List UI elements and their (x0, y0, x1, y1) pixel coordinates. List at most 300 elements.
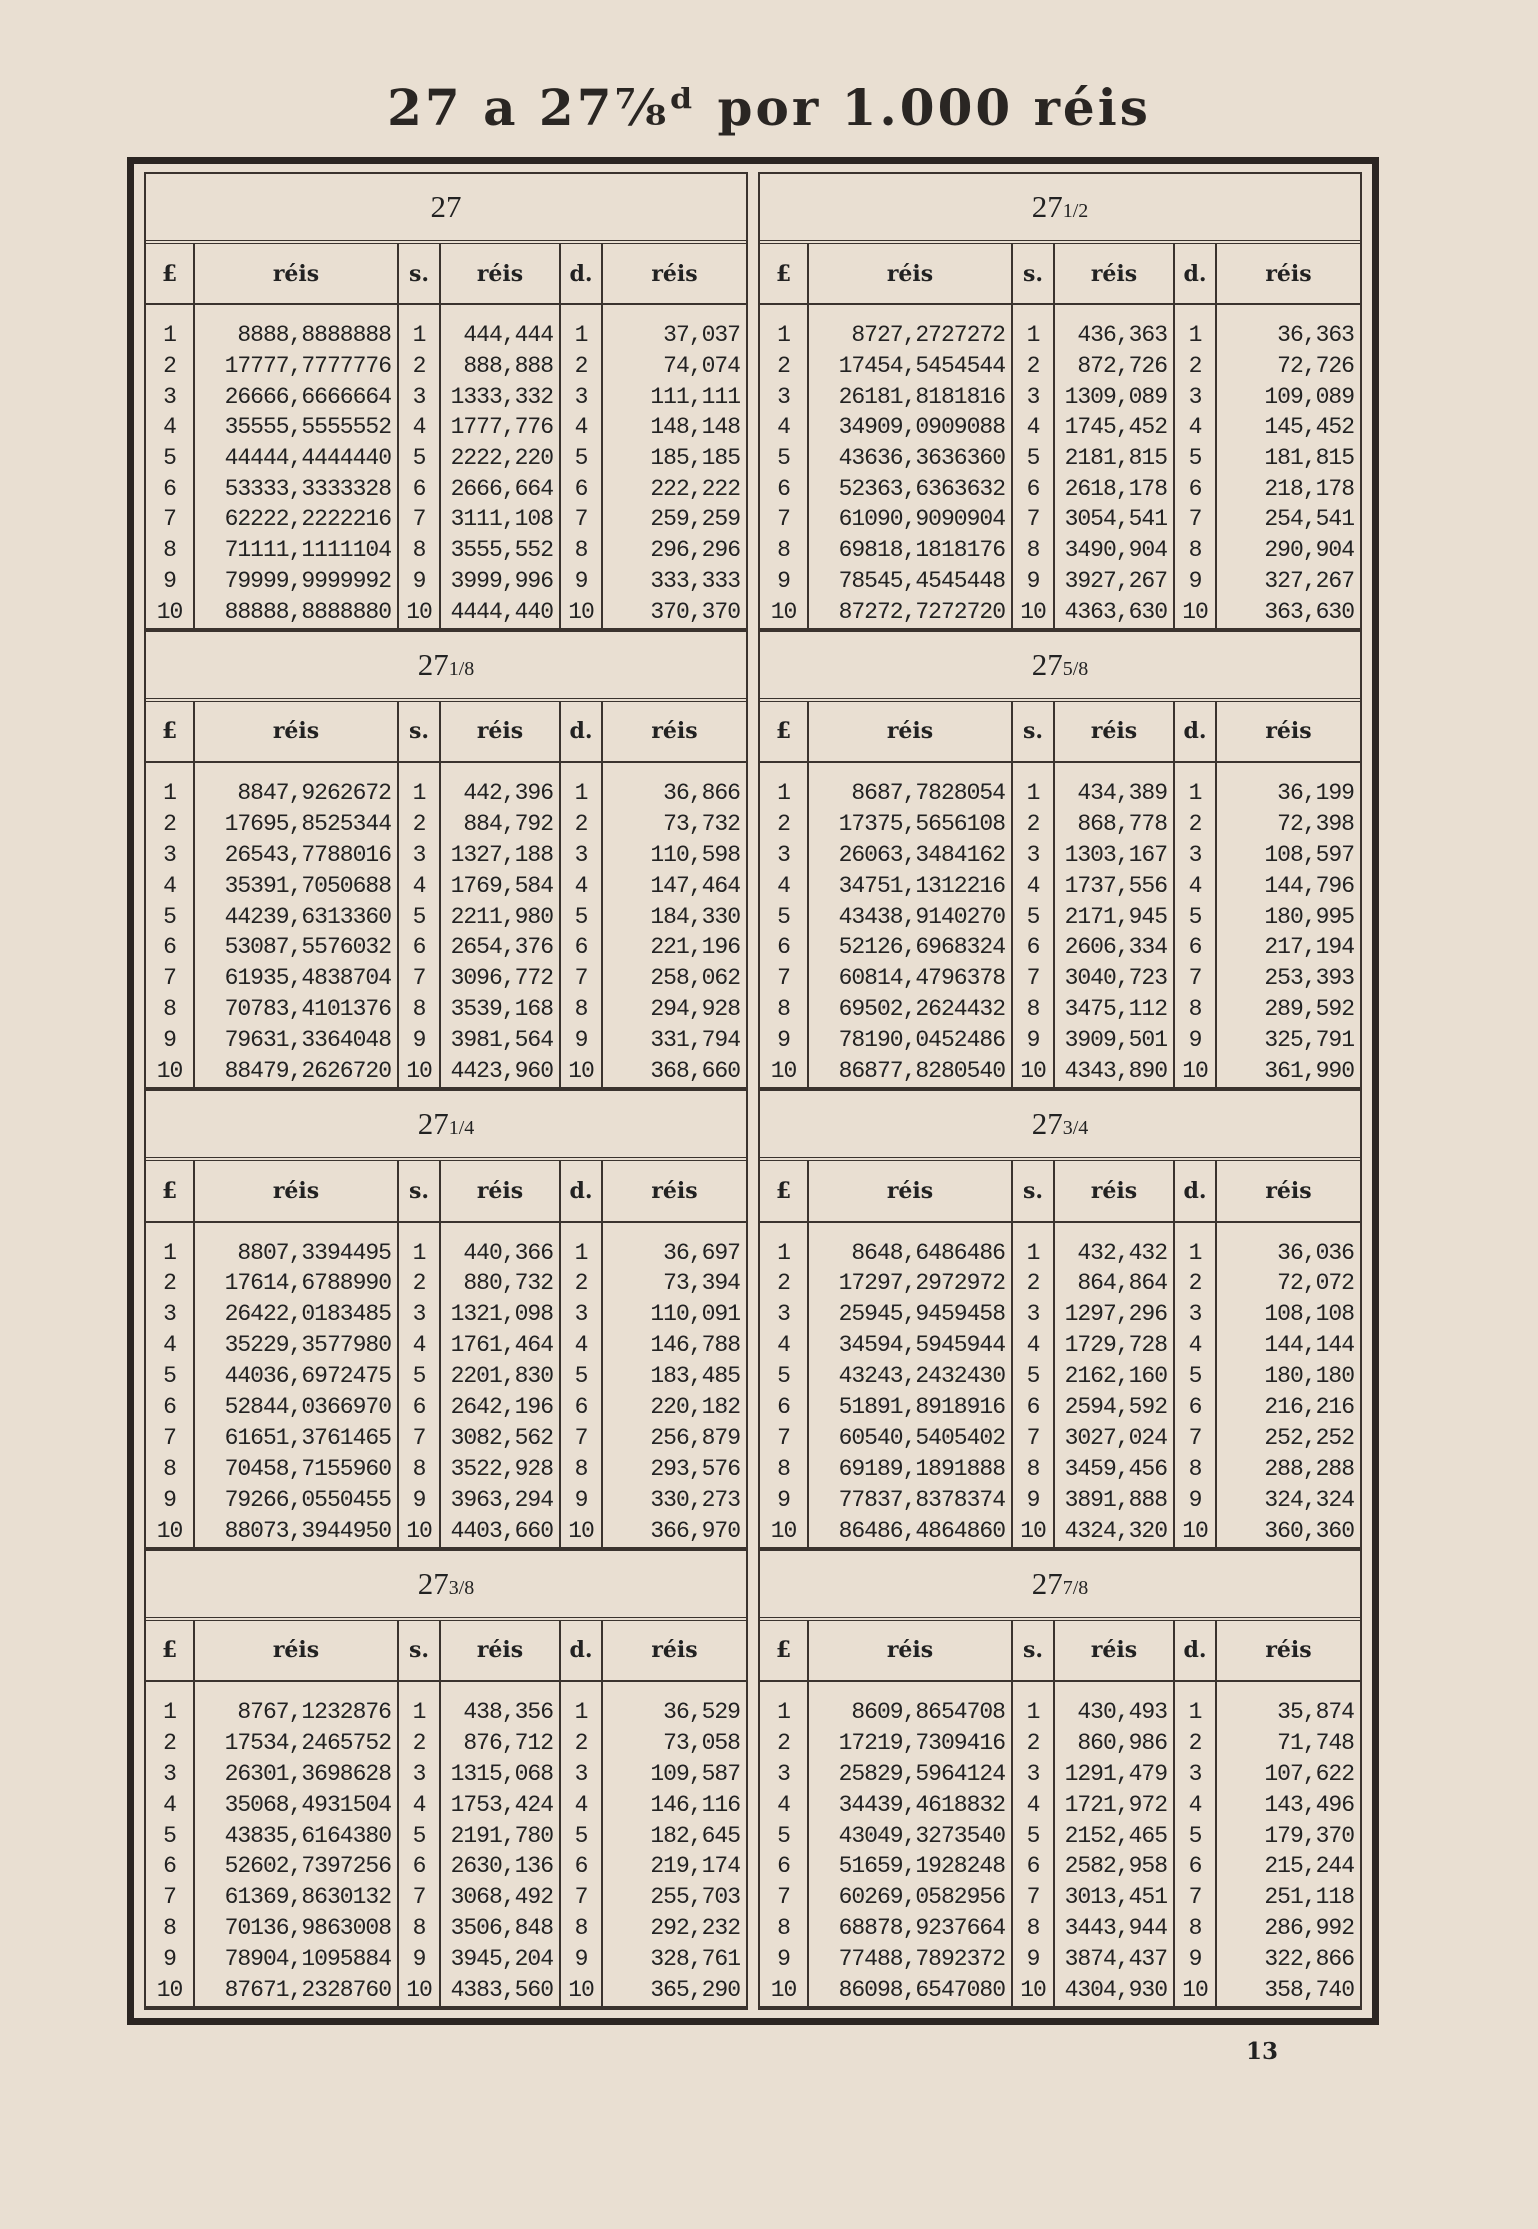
unit-cell: 3 (398, 382, 440, 413)
table-row (760, 566, 1360, 597)
unit-cell: 8 (560, 535, 602, 566)
reis-value-cell: 17454,5454544 (808, 351, 1012, 382)
table-row (760, 1516, 1360, 1547)
reis-value-cell: 36,363 (1216, 320, 1360, 351)
unit-cell: 5 (560, 1821, 602, 1852)
column-header: £ (760, 244, 808, 304)
reis-value-cell: 4343,890 (1054, 1056, 1174, 1087)
unit-cell: 8 (777, 537, 790, 564)
unit-cell: 1 (777, 780, 790, 807)
unit-cell: 1 (1012, 1697, 1054, 1728)
unit-cell: 3 (1174, 1299, 1216, 1330)
unit-cell: 1 (1174, 778, 1216, 809)
reis-value-cell: 1737,556 (1054, 871, 1174, 902)
unit-cell: 3 (163, 841, 176, 868)
reis-value-cell: 3111,108 (440, 505, 560, 536)
reis-value-cell: 3963,294 (440, 1485, 560, 1516)
column-header: réis (602, 244, 746, 304)
unit-cell: 3 (777, 383, 790, 410)
reis-value-cell: 144,796 (1216, 871, 1360, 902)
unit-cell: 10 (156, 1058, 183, 1085)
reis-value-cell: 3054,541 (1054, 505, 1174, 536)
rate-block (758, 1091, 1362, 1551)
reis-value-cell: 88073,3944950 (194, 1516, 398, 1547)
reis-value-cell: 215,244 (1216, 1852, 1360, 1883)
unit-cell: 2 (163, 1270, 176, 1297)
reis-value-cell: 2211,980 (440, 902, 560, 933)
rate-fraction: 7/8 (1062, 1576, 1089, 1599)
unit-cell: 9 (1012, 1944, 1054, 1975)
unit-cell: 2 (777, 1729, 790, 1756)
reis-value-cell: 36,199 (1216, 778, 1360, 809)
rate-table (760, 702, 1360, 1088)
rate-base: 27 (430, 189, 462, 224)
unit-cell: 10 (1012, 1975, 1054, 2006)
unit-cell: 1 (777, 1239, 790, 1266)
table-row (760, 382, 1360, 413)
unit-cell: 4 (398, 871, 440, 902)
unit-cell: 9 (560, 566, 602, 597)
unit-cell: 10 (1174, 597, 1216, 628)
unit-cell: 2 (163, 1729, 176, 1756)
column-header: £ (146, 702, 194, 763)
reis-value-cell: 88479,2626720 (194, 1056, 398, 1087)
reis-value-cell: 253,393 (1216, 963, 1360, 994)
unit-cell: 6 (1012, 474, 1054, 505)
unit-cell: 6 (398, 474, 440, 505)
unit-cell: 10 (560, 1975, 602, 2006)
unit-cell: 7 (163, 1884, 176, 1911)
unit-cell: 10 (1174, 1516, 1216, 1547)
reis-value-cell: 3459,456 (1054, 1454, 1174, 1485)
reis-value-cell: 180,180 (1216, 1361, 1360, 1392)
unit-cell: 10 (1174, 1056, 1216, 1087)
column-header: réis (808, 1621, 1012, 1682)
column-header: réis (1054, 1161, 1174, 1222)
reis-value-cell: 52844,0366970 (194, 1392, 398, 1423)
unit-cell: 10 (398, 597, 440, 628)
unit-cell: 9 (1012, 1485, 1054, 1516)
table-row (760, 1913, 1360, 1944)
reis-value-cell: 43438,9140270 (808, 902, 1012, 933)
reis-value-cell: 3522,928 (440, 1454, 560, 1485)
unit-cell: 1 (560, 1697, 602, 1728)
unit-cell: 4 (1012, 1330, 1054, 1361)
reis-value-cell: 69502,2624432 (808, 994, 1012, 1025)
reis-value-cell: 8847,9262672 (194, 778, 398, 809)
table-row (760, 1697, 1360, 1728)
unit-cell: 3 (398, 1759, 440, 1790)
unit-cell: 4 (398, 1330, 440, 1361)
reis-value-cell: 61090,9090904 (808, 505, 1012, 536)
unit-cell: 2 (1174, 1269, 1216, 1300)
reis-value-cell: 3082,562 (440, 1423, 560, 1454)
reis-value-cell: 53333,3333328 (194, 474, 398, 505)
reis-value-cell: 1777,776 (440, 412, 560, 443)
unit-cell: 9 (777, 1486, 790, 1513)
table-row (146, 871, 746, 902)
reis-value-cell: 432,432 (1054, 1238, 1174, 1269)
reis-value-cell: 860,986 (1054, 1728, 1174, 1759)
reis-value-cell: 43243,2432430 (808, 1361, 1012, 1392)
table-row (760, 1056, 1360, 1087)
unit-cell: 8 (398, 1913, 440, 1944)
reis-value-cell: 35229,3577980 (194, 1330, 398, 1361)
unit-cell: 2 (1012, 1728, 1054, 1759)
unit-cell: 7 (398, 505, 440, 536)
table-row (146, 474, 746, 505)
unit-cell: 7 (398, 1882, 440, 1913)
reis-value-cell: 1321,098 (440, 1299, 560, 1330)
unit-cell: 7 (1174, 505, 1216, 536)
rate-block (144, 172, 748, 632)
reis-value-cell: 2630,136 (440, 1852, 560, 1883)
table-row (146, 1821, 746, 1852)
reis-value-cell: 72,398 (1216, 809, 1360, 840)
unit-cell: 7 (163, 506, 176, 533)
reis-value-cell: 288,288 (1216, 1454, 1360, 1485)
reis-value-cell: 884,792 (440, 809, 560, 840)
column-header: réis (440, 1621, 560, 1682)
table-row (146, 1913, 746, 1944)
reis-value-cell: 79999,9999992 (194, 566, 398, 597)
unit-cell: 10 (398, 1516, 440, 1547)
unit-cell: 8 (560, 1913, 602, 1944)
unit-cell: 1 (1012, 320, 1054, 351)
reis-value-cell: 17219,7309416 (808, 1728, 1012, 1759)
unit-cell: 5 (398, 443, 440, 474)
unit-cell: 1 (398, 1238, 440, 1269)
reis-value-cell: 3555,552 (440, 535, 560, 566)
unit-cell: 3 (1012, 840, 1054, 871)
reis-value-cell: 255,703 (602, 1882, 746, 1913)
reis-value-cell: 148,148 (602, 412, 746, 443)
unit-cell: 6 (777, 475, 790, 502)
reis-value-cell: 333,333 (602, 566, 746, 597)
reis-value-cell: 62222,2222216 (194, 505, 398, 536)
reis-value-cell: 444,444 (440, 320, 560, 351)
reis-value-cell: 293,576 (602, 1454, 746, 1485)
unit-cell: 2 (777, 810, 790, 837)
reis-value-cell: 2181,815 (1054, 443, 1174, 474)
table-row (760, 505, 1360, 536)
unit-cell: 5 (163, 903, 176, 930)
unit-cell: 10 (1012, 1516, 1054, 1547)
unit-cell: 1 (163, 1239, 176, 1266)
unit-cell: 9 (560, 1025, 602, 1056)
reis-value-cell: 36,866 (602, 778, 746, 809)
reis-value-cell: 3891,888 (1054, 1485, 1174, 1516)
reis-value-cell: 73,058 (602, 1728, 746, 1759)
reis-value-cell: 440,366 (440, 1238, 560, 1269)
reis-value-cell: 44036,6972475 (194, 1361, 398, 1392)
table-row (146, 351, 746, 382)
reis-value-cell: 1291,479 (1054, 1759, 1174, 1790)
table-row (146, 1454, 746, 1485)
reis-value-cell: 324,324 (1216, 1485, 1360, 1516)
reis-value-cell: 25945,9459458 (808, 1299, 1012, 1330)
unit-cell: 1 (1012, 778, 1054, 809)
unit-cell: 3 (777, 841, 790, 868)
reis-value-cell: 74,074 (602, 351, 746, 382)
reis-value-cell: 222,222 (602, 474, 746, 505)
unit-cell: 5 (1174, 443, 1216, 474)
unit-cell: 8 (560, 994, 602, 1025)
column-header: réis (440, 1161, 560, 1222)
reis-value-cell: 331,794 (602, 1025, 746, 1056)
unit-cell: 7 (560, 1423, 602, 1454)
reis-value-cell: 1315,068 (440, 1759, 560, 1790)
rate-block (144, 1091, 748, 1551)
reis-value-cell: 3506,848 (440, 1913, 560, 1944)
unit-cell: 3 (560, 1299, 602, 1330)
unit-cell: 8 (777, 1455, 790, 1482)
unit-cell: 9 (163, 1946, 176, 1973)
unit-cell: 6 (777, 1393, 790, 1420)
unit-cell: 8 (163, 996, 176, 1023)
table-row (146, 597, 746, 628)
reis-value-cell: 2171,945 (1054, 902, 1174, 933)
unit-cell: 1 (560, 320, 602, 351)
reis-value-cell: 2642,196 (440, 1392, 560, 1423)
unit-cell: 5 (560, 1361, 602, 1392)
unit-cell: 9 (1174, 566, 1216, 597)
unit-cell: 1 (1174, 1238, 1216, 1269)
unit-cell: 9 (398, 1025, 440, 1056)
unit-cell: 2 (777, 1270, 790, 1297)
unit-cell: 10 (560, 597, 602, 628)
unit-cell: 8 (163, 537, 176, 564)
table-row (146, 566, 746, 597)
unit-cell: 9 (398, 1485, 440, 1516)
reis-value-cell: 70458,7155960 (194, 1454, 398, 1485)
reis-value-cell: 1753,424 (440, 1790, 560, 1821)
reis-value-cell: 35555,5555552 (194, 412, 398, 443)
reis-value-cell: 4363,630 (1054, 597, 1174, 628)
reis-value-cell: 2162,160 (1054, 1361, 1174, 1392)
unit-cell: 9 (163, 1027, 176, 1054)
unit-cell: 5 (1012, 1821, 1054, 1852)
unit-cell: 1 (163, 780, 176, 807)
table-row (760, 1025, 1360, 1056)
reis-value-cell: 3040,723 (1054, 963, 1174, 994)
reis-value-cell: 325,791 (1216, 1025, 1360, 1056)
reis-value-cell: 43835,6164380 (194, 1821, 398, 1852)
reis-value-cell: 363,630 (1216, 597, 1360, 628)
table-row (760, 1975, 1360, 2006)
reis-value-cell: 61369,8630132 (194, 1882, 398, 1913)
unit-cell: 2 (560, 351, 602, 382)
reis-value-cell: 3475,112 (1054, 994, 1174, 1025)
rate-table (146, 244, 746, 628)
reis-value-cell: 256,879 (602, 1423, 746, 1454)
reis-value-cell: 86877,8280540 (808, 1056, 1012, 1087)
unit-cell: 2 (1174, 351, 1216, 382)
reis-value-cell: 34439,4618832 (808, 1790, 1012, 1821)
unit-cell: 1 (777, 1699, 790, 1726)
unit-cell: 7 (560, 505, 602, 536)
reis-value-cell: 1729,728 (1054, 1330, 1174, 1361)
unit-cell: 4 (1174, 871, 1216, 902)
unit-cell: 5 (163, 1822, 176, 1849)
table-row (146, 809, 746, 840)
unit-cell: 8 (398, 994, 440, 1025)
reis-value-cell: 182,645 (602, 1821, 746, 1852)
reis-value-cell: 35391,7050688 (194, 871, 398, 902)
reis-value-cell: 51891,8918916 (808, 1392, 1012, 1423)
column-header: réis (808, 244, 1012, 304)
table-row (146, 1056, 746, 1087)
reis-value-cell: 360,360 (1216, 1516, 1360, 1547)
unit-cell: 2 (398, 1269, 440, 1300)
reis-value-cell: 2582,958 (1054, 1852, 1174, 1883)
reis-value-cell: 147,464 (602, 871, 746, 902)
unit-cell: 5 (163, 445, 176, 471)
unit-cell: 3 (1174, 1759, 1216, 1790)
reis-value-cell: 26422,0183485 (194, 1299, 398, 1330)
reis-value-cell: 88888,8888880 (194, 597, 398, 628)
column-header: réis (440, 702, 560, 763)
reis-value-cell: 43049,3273540 (808, 1821, 1012, 1852)
unit-cell: 7 (163, 1424, 176, 1451)
reis-value-cell: 36,697 (602, 1238, 746, 1269)
unit-cell: 8 (398, 1454, 440, 1485)
unit-cell: 3 (560, 840, 602, 871)
reis-value-cell: 110,598 (602, 840, 746, 871)
reis-value-cell: 17614,6788990 (194, 1269, 398, 1300)
unit-cell: 8 (1174, 1454, 1216, 1485)
unit-cell: 7 (1012, 1423, 1054, 1454)
column-header: réis (602, 1161, 746, 1222)
reis-value-cell: 1309,089 (1054, 382, 1174, 413)
reis-value-cell: 3981,564 (440, 1025, 560, 1056)
column-header: d. (1174, 1161, 1216, 1222)
unit-cell: 2 (398, 1728, 440, 1759)
table-row (760, 1852, 1360, 1883)
reis-value-cell: 68878,9237664 (808, 1913, 1012, 1944)
reis-value-cell: 1761,464 (440, 1330, 560, 1361)
unit-cell: 9 (398, 1944, 440, 1975)
unit-cell: 6 (560, 933, 602, 964)
unit-cell: 5 (163, 1363, 176, 1390)
unit-cell: 5 (777, 1822, 790, 1849)
unit-cell: 10 (398, 1056, 440, 1087)
reis-value-cell: 8648,6486486 (808, 1238, 1012, 1269)
reis-value-cell: 442,396 (440, 778, 560, 809)
reis-value-cell: 4324,320 (1054, 1516, 1174, 1547)
unit-cell: 7 (777, 1424, 790, 1451)
unit-cell: 9 (1174, 1944, 1216, 1975)
table-row (760, 840, 1360, 871)
reis-value-cell: 888,888 (440, 351, 560, 382)
unit-cell: 4 (163, 1791, 176, 1818)
column-header: réis (1216, 244, 1360, 304)
unit-cell: 6 (1012, 1852, 1054, 1883)
unit-cell: 1 (560, 1238, 602, 1269)
reis-value-cell: 34594,5945944 (808, 1330, 1012, 1361)
reis-value-cell: 17534,2465752 (194, 1728, 398, 1759)
table-row (760, 1759, 1360, 1790)
reis-value-cell: 3539,168 (440, 994, 560, 1025)
rate-base: 27 (1031, 1106, 1063, 1141)
reis-value-cell: 144,144 (1216, 1330, 1360, 1361)
table-row (146, 1361, 746, 1392)
table-row (760, 1485, 1360, 1516)
table-row (146, 1025, 746, 1056)
column-header: réis (194, 244, 398, 304)
unit-cell: 1 (163, 1699, 176, 1726)
unit-cell: 2 (1012, 351, 1054, 382)
reis-value-cell: 71,748 (1216, 1728, 1360, 1759)
unit-cell: 10 (156, 1517, 183, 1544)
unit-cell: 6 (163, 475, 176, 502)
unit-cell: 8 (1174, 994, 1216, 1025)
unit-cell: 10 (770, 1517, 797, 1544)
reis-value-cell: 179,370 (1216, 1821, 1360, 1852)
reis-value-cell: 26301,3698628 (194, 1759, 398, 1790)
unit-cell: 7 (777, 1884, 790, 1911)
rate-heading (760, 1091, 1360, 1161)
table-row (146, 933, 746, 964)
reis-value-cell: 2618,178 (1054, 474, 1174, 505)
column-header: d. (560, 1161, 602, 1222)
unit-cell: 5 (777, 903, 790, 930)
table-row (146, 840, 746, 871)
reis-value-cell: 69189,1891888 (808, 1454, 1012, 1485)
reis-value-cell: 61935,4838704 (194, 963, 398, 994)
reis-value-cell: 183,485 (602, 1361, 746, 1392)
unit-cell: 7 (1174, 1423, 1216, 1454)
unit-cell: 10 (560, 1056, 602, 1087)
unit-cell: 2 (1012, 1269, 1054, 1300)
reis-value-cell: 34751,1312216 (808, 871, 1012, 902)
reis-value-cell: 86486,4864860 (808, 1516, 1012, 1547)
unit-cell: 6 (1174, 474, 1216, 505)
reis-value-cell: 87671,2328760 (194, 1975, 398, 2006)
reis-value-cell: 108,108 (1216, 1299, 1360, 1330)
reis-value-cell: 292,232 (602, 1913, 746, 1944)
reis-value-cell: 3013,451 (1054, 1882, 1174, 1913)
unit-cell: 2 (1012, 809, 1054, 840)
reis-value-cell: 17375,5656108 (808, 809, 1012, 840)
reis-value-cell: 868,778 (1054, 809, 1174, 840)
table-row (760, 474, 1360, 505)
reis-value-cell: 72,072 (1216, 1269, 1360, 1300)
reis-value-cell: 4383,560 (440, 1975, 560, 2006)
column-header: réis (1216, 702, 1360, 763)
reis-value-cell: 78545,4545448 (808, 566, 1012, 597)
reis-value-cell: 26543,7788016 (194, 840, 398, 871)
reis-value-cell: 37,037 (602, 320, 746, 351)
unit-cell: 9 (777, 1027, 790, 1054)
unit-cell: 3 (398, 1299, 440, 1330)
unit-cell: 7 (1012, 963, 1054, 994)
reis-value-cell: 8767,1232876 (194, 1697, 398, 1728)
table-row (760, 1454, 1360, 1485)
reis-value-cell: 71111,1111104 (194, 535, 398, 566)
table-row (760, 1821, 1360, 1852)
unit-cell: 9 (1174, 1485, 1216, 1516)
reis-value-cell: 111,111 (602, 382, 746, 413)
unit-cell: 4 (560, 1330, 602, 1361)
reis-value-cell: 77488,7892372 (808, 1944, 1012, 1975)
reis-value-cell: 3068,492 (440, 1882, 560, 1913)
unit-cell: 5 (398, 1821, 440, 1852)
reis-value-cell: 17777,7777776 (194, 351, 398, 382)
unit-cell: 9 (777, 1946, 790, 1973)
table-row (146, 443, 746, 474)
unit-cell: 5 (560, 443, 602, 474)
